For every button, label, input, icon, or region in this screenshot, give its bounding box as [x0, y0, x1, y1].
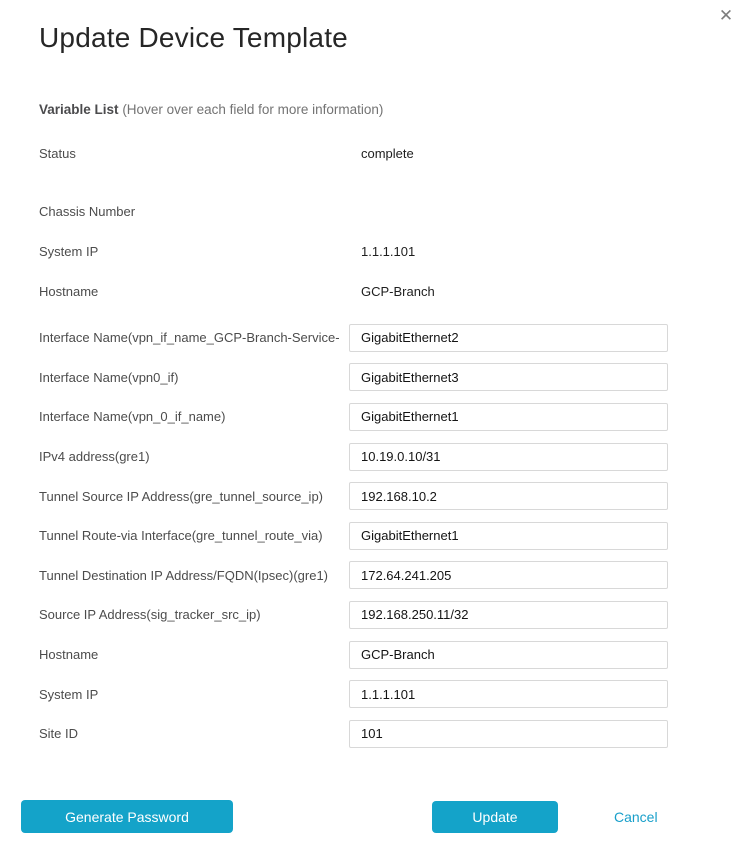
interface-name-vpn0-if-input[interactable] — [349, 363, 668, 391]
hostname-value: GCP-Branch — [361, 283, 435, 299]
static-row-status — [39, 133, 668, 173]
tunnel-source-ip-label: Tunnel Source IP Address(gre_tunnel_source_ip) — [39, 488, 324, 504]
field-row — [39, 556, 668, 596]
cancel-link[interactable]: Cancel — [614, 808, 658, 825]
status-label: Status — [39, 145, 76, 161]
tunnel-source-ip-input[interactable] — [349, 482, 668, 510]
static-row-chassis-number — [39, 191, 668, 231]
field-row — [39, 674, 668, 714]
hostname-input[interactable] — [349, 641, 668, 669]
interface-name-vpn0-if-label: Interface Name(vpn0_if) — [39, 369, 179, 385]
static-variable-rows — [39, 133, 668, 311]
interface-name-service-vpn-label: Interface Name(vpn_if_name_GCP-Branch-Service- — [39, 330, 340, 346]
close-icon[interactable]: ✕ — [714, 4, 738, 28]
field-row — [39, 714, 668, 754]
static-row-system-ip — [39, 231, 668, 271]
field-row — [39, 635, 668, 675]
variable-list-header — [39, 102, 752, 117]
source-ip-sig-tracker-label: Source IP Address(sig_tracker_src_ip) — [39, 607, 261, 623]
site-id-input[interactable] — [349, 720, 668, 748]
field-row — [39, 595, 668, 635]
tunnel-route-via-interface-input[interactable] — [349, 522, 668, 550]
system-ip-field-label: System IP — [39, 686, 99, 702]
interface-name-vpn-0-if-name-input[interactable] — [349, 403, 668, 431]
field-row — [39, 358, 668, 398]
interface-name-service-vpn-input[interactable] — [349, 324, 668, 352]
tunnel-destination-ip-label: Tunnel Destination IP Address/FQDN(Ipsec)(gre1) — [39, 567, 329, 583]
ipv4-address-gre1-input[interactable] — [349, 443, 668, 471]
editable-variable-rows — [39, 318, 668, 754]
hostname-label: Hostname — [39, 283, 99, 299]
field-row — [39, 476, 668, 516]
dialog-title: Update Device Template — [39, 22, 348, 53]
site-id-label: Site ID — [39, 726, 79, 742]
variable-list-hint: (Hover over each field for more information) — [122, 102, 384, 117]
system-ip-label: System IP — [39, 243, 99, 259]
field-row — [39, 397, 668, 437]
variable-list-heading: Variable List — [39, 102, 119, 117]
chassis-number-label: Chassis Number — [39, 203, 136, 219]
system-ip-value: 1.1.1.101 — [361, 243, 416, 259]
tunnel-route-via-interface-label: Tunnel Route-via Interface(gre_tunnel_route_via) — [39, 528, 323, 544]
hostname-field-label: Hostname — [39, 647, 99, 663]
update-button[interactable]: Update — [432, 801, 558, 833]
source-ip-sig-tracker-input[interactable] — [349, 601, 668, 629]
field-row — [39, 318, 668, 358]
status-value: complete — [361, 145, 414, 161]
field-row — [39, 437, 668, 477]
system-ip-input[interactable] — [349, 680, 668, 708]
ipv4-address-gre1-label: IPv4 address(gre1) — [39, 449, 150, 465]
tunnel-destination-ip-input[interactable] — [349, 561, 668, 589]
static-row-hostname — [39, 271, 668, 311]
generate-password-button[interactable]: Generate Password — [21, 800, 233, 833]
field-row — [39, 516, 668, 556]
dialog-footer — [0, 800, 752, 833]
interface-name-vpn-0-if-name-label: Interface Name(vpn_0_if_name) — [39, 409, 226, 425]
